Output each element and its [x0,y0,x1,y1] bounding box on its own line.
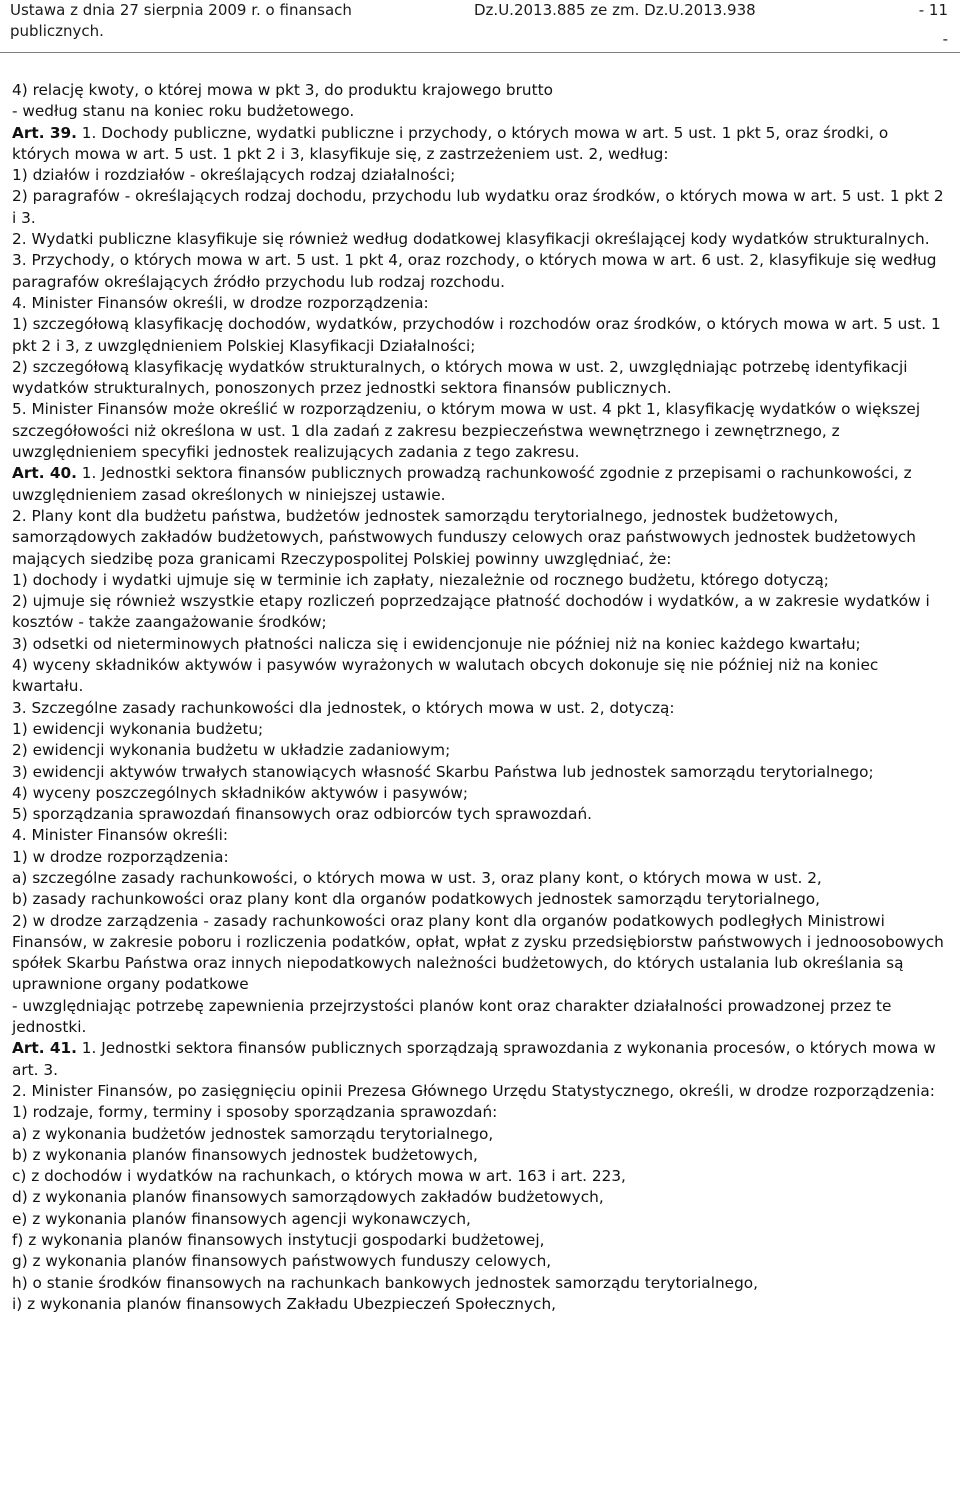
paragraph [12,655,948,698]
paragraph-text: 5. Minister Finansów może określić w rozporządzeniu, o którym mowa w ust. 4 pkt 1, klasyfikację wydatków o większej szczegółowości niż określona w ust. 1 dla zadań z zakresu bezpieczeństwa wewnętrznego i zewnętrznego, z uwzględnieniem specyfiki jednostek realizujących zadania z tego zakresu. [12,400,921,462]
paragraph-text: 4. Minister Finansów określi: [12,826,228,845]
paragraph [12,1102,948,1123]
paragraph [12,634,948,655]
paragraph-text: a) szczególne zasady rachunkowości, o których mowa w ust. 3, oraz plany kont, o których mowa w ust. 2, [12,868,822,887]
paragraph [12,740,948,761]
paragraph [12,783,948,804]
paragraph-text: 3) odsetki od nieterminowych płatności nalicza się i ewidencjonuje nie później niż na koniec każdego kwartału; [12,634,861,653]
paragraph [12,1273,948,1294]
paragraph [12,804,948,825]
paragraph-text: 1. Jednostki sektora finansów publicznych sporządzają sprawozdania z wykonania procesów, o których mowa w art. 3. [12,1039,936,1079]
paragraph [12,911,948,996]
paragraph [12,229,948,250]
paragraph [12,1166,948,1187]
paragraph-text: 1) rodzaje, formy, terminy i sposoby sporządzania sprawozdań: [12,1103,498,1122]
paragraph-text: 2. Plany kont dla budżetu państwa, budżetów jednostek samorządu terytorialnego, jednostek budżetowych, samorządowych zakładów budżetowych, państwowych funduszy celowych oraz państwowych jednostek budżetowych mających siedzibę poza granicami Rzeczypospolitej Polskiej powinny uwzględniać, że: [12,506,916,568]
paragraph [12,996,948,1039]
paragraph-text: g) z wykonania planów finansowych państwowych funduszy celowych, [12,1252,552,1271]
paragraph [12,698,948,719]
paragraph [12,889,948,910]
paragraph [12,314,948,357]
page-header [0,0,960,53]
paragraph-text: 1) szczegółową klasyfikację dochodów, wydatków, przychodów i rozchodów oraz środków, o których mowa w art. 5 ust. 1 pkt 2 i 3, z uwzględnieniem Polskiej Klasyfikacji Działalności; [12,315,941,355]
paragraph-text: 1) w drodze rozporządzenia: [12,847,229,866]
paragraph [12,1124,948,1145]
paragraph [12,250,948,293]
paragraph-text: 1. Jednostki sektora finansów publicznych prowadzą rachunkowość zgodnie z przepisami o rachunkowości, z uwzględnieniem zasad określonych w niniejszej ustawie. [12,464,912,504]
paragraph-text: - uwzględniając potrzebę zapewnienia przejrzystości planów kont oraz charakter działalności prowadzonej przez te jednostki. [12,996,892,1037]
article-paragraph [12,463,948,506]
paragraph-text: 1) ewidencji wykonania budżetu; [12,719,264,738]
paragraph-text: 1) dochody i wydatki ujmuje się w terminie ich zapłaty, niezależnie od rocznego budżetu, którego dotyczą; [12,570,829,589]
article-paragraph [12,1038,948,1081]
paragraph-text: 4) wyceny składników aktywów i pasywów wyrażonych w walutach obcych dokonuje się nie później niż na koniec kwartału. [12,656,879,696]
paragraph [12,506,948,570]
paragraph [12,1209,948,1230]
document-title [10,0,352,42]
paragraph [12,186,948,229]
journal-reference: Dz.U.2013.885 ze zm. Dz.U.2013.938 [474,1,756,19]
paragraph [12,1294,948,1315]
paragraph [12,570,948,591]
paragraph-text: 2) paragrafów - określających rodzaj dochodu, przychodu lub wydatku oraz środków, o których mowa w art. 5 ust. 1 pkt 2 i 3. [12,187,944,227]
paragraph-text: 4. Minister Finansów określi, w drodze rozporządzenia: [12,293,429,312]
paragraph [12,1230,948,1251]
paragraph-text: 5) sporządzania sprawozdań finansowych oraz odbiorców tych sprawozdań. [12,805,593,824]
article-label: Art. 41. [12,1039,77,1058]
paragraph [12,165,948,186]
document-body [12,80,948,1315]
paragraph [12,1187,948,1208]
paragraph [12,1081,948,1102]
paragraph [12,1251,948,1272]
paragraph-text: 2) szczegółową klasyfikację wydatków strukturalnych, o których mowa w ust. 2, uwzględniając potrzebę identyfikacji wydatków strukturalnych, ponoszonych przez jednostki sektora finansów publicznych. [12,357,908,398]
paragraph-text: 2) w drodze zarządzenia - zasady rachunkowości oraz plany kont dla organów podatkowych podległych Ministrowi Finansów, w zakresie poboru i rozliczenia podatków, opłat, wpłat z zysku przedsiębiorstw państwowych i jednoosobowych spółek Skarbu Państwa oraz innych niepodatkowych należności budżetowych, do których ustalania lub określania są uprawnione organy podatkowe [12,911,944,994]
paragraph-text: 2) ewidencji wykonania budżetu w układzie zadaniowym; [12,741,451,760]
paragraph [12,80,948,101]
paragraph-text: 1. Dochody publiczne, wydatki publiczne i przychody, o których mowa w art. 5 ust. 1 pkt 5, oraz środki, o których mowa w art. 5 ust. 1 pkt 2 i 3, klasyfikuje się, z zastrzeżeniem ust. 2, według: [12,123,889,163]
paragraph-text: 2. Minister Finansów, po zasięgnięciu opinii Prezesa Głównego Urzędu Statystycznego, określi, w drodze rozporządzenia: [12,1081,935,1100]
paragraph-text: 2) ujmuje się również wszystkie etapy rozliczeń poprzedzające płatność dochodów i wydatków, a w zakresie wydatków i kosztów - także zaangażowanie środków; [12,592,930,632]
paragraph [12,825,948,846]
page-number: - 11 [918,1,948,19]
paragraph [12,591,948,634]
paragraph [12,762,948,783]
paragraph-text: h) o stanie środków finansowych na rachunkach bankowych jednostek samorządu terytorialnego, [12,1273,758,1292]
article-label: Art. 39. [12,123,77,142]
paragraph-text: 3) ewidencji aktywów trwałych stanowiących własność Skarbu Państwa lub jednostek samorządu terytorialnego; [12,762,874,781]
paragraph-text: 2. Wydatki publiczne klasyfikuje się również według dodatkowej klasyfikacji określającej kody wydatków strukturalnych. [12,230,930,249]
paragraph-text: b) zasady rachunkowości oraz plany kont dla organów podatkowych jednostek samorządu terytorialnego, [12,890,821,909]
paragraph-text: c) z dochodów i wydatków na rachunkach, o których mowa w art. 163 i art. 223, [12,1167,626,1186]
document-title-line2: publicznych. [10,22,104,40]
paragraph-text: 3. Szczególne zasady rachunkowości dla jednostek, o których mowa w ust. 2, dotyczą: [12,698,675,717]
paragraph [12,101,948,122]
document-title-line1: Ustawa z dnia 27 sierpnia 2009 r. o finansach [10,1,352,19]
paragraph-text: - według stanu na koniec roku budżetowego. [12,102,355,121]
paragraph-text: e) z wykonania planów finansowych agencji wykonawczych, [12,1209,471,1228]
paragraph-text: d) z wykonania planów finansowych samorządowych zakładów budżetowych, [12,1188,604,1207]
paragraph-text: 1) działów i rozdziałów - określających rodzaj działalności; [12,166,456,185]
paragraph [12,293,948,314]
paragraph-text: 3. Przychody, o których mowa w art. 5 ust. 1 pkt 4, oraz rozchody, o których mowa w art. 6 ust. 2, klasyfikuje się według paragrafów określających źródło przychodu lub rodzaj rozchodu. [12,251,937,291]
paragraph-text: i) z wykonania planów finansowych Zakładu Ubezpieczeń Społecznych, [12,1294,556,1313]
page-number-suffix: - [942,30,948,48]
paragraph [12,1145,948,1166]
article-label: Art. 40. [12,464,77,483]
paragraph-text: b) z wykonania planów finansowych jednostek budżetowych, [12,1145,478,1164]
paragraph-text: f) z wykonania planów finansowych instytucji gospodarki budżetowej, [12,1231,545,1250]
paragraph [12,847,948,868]
paragraph [12,357,948,400]
paragraph [12,868,948,889]
paragraph-text: 4) relację kwoty, o której mowa w pkt 3, do produktu krajowego brutto [12,81,553,99]
page-number-block [919,0,948,50]
paragraph [12,399,948,463]
paragraph-text: a) z wykonania budżetów jednostek samorządu terytorialnego, [12,1124,494,1143]
article-paragraph [12,123,948,166]
paragraph-text: 4) wyceny poszczególnych składników aktywów i pasywów; [12,783,469,802]
paragraph [12,719,948,740]
